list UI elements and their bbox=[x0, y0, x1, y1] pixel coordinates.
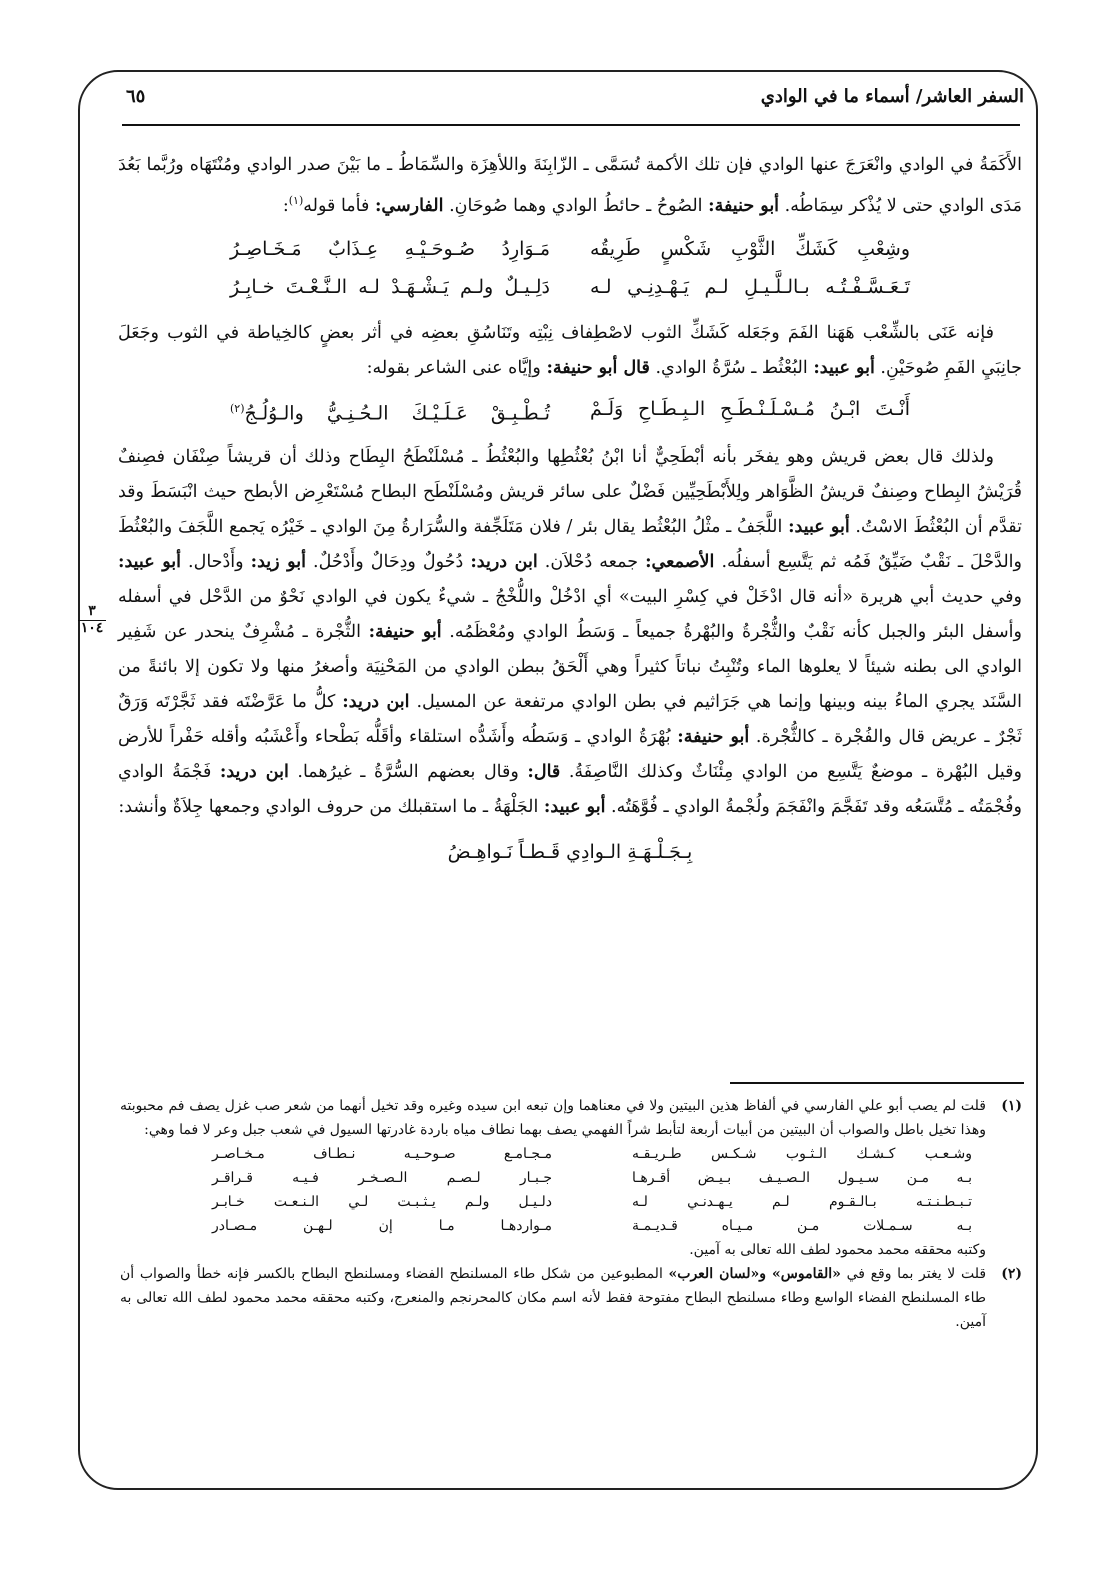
verse-hemistich-right: تـبـطـنـتـه بـالـقـوم لـم يـهـدنـي لـه bbox=[632, 1194, 972, 1210]
author-name: أبو عبيد: bbox=[543, 797, 606, 818]
verse-line bbox=[230, 390, 910, 432]
footnote-body bbox=[120, 1262, 986, 1334]
author-name: الأصمعي: bbox=[645, 552, 715, 573]
footnote-ref: (١) bbox=[288, 194, 304, 207]
footnote-mark: (٢) bbox=[1001, 1266, 1022, 1282]
text-run: وأَدْحال. bbox=[188, 552, 244, 573]
paragraph-1 bbox=[118, 148, 1022, 224]
verse-hemistich-left bbox=[230, 390, 550, 432]
footnote-1 bbox=[120, 1094, 1022, 1262]
text-run: وإيَّاه عنى الشاعر بقوله: bbox=[366, 357, 541, 378]
footnote-text: قلت لم يصب أبو علي الفارسي في ألفاظ هذين البيتين ولا في معناهما وإن تبعه ابن سيده وغيره وقد تخيل أنهما من شعر صب غزل يصف فم محبوبته وهذا تخيل باطل والصواب أن البيتين من أبيات أربعة لتأبط شراً الفهمي يصف بهما نطاف مياه باردة غادرتها السيول في شعب جبل وعر لا فما وهي: bbox=[120, 1098, 986, 1138]
paragraph-2 bbox=[118, 316, 1022, 386]
text-run: دُحُولٌ ودِحَالٌ وأَدْحُلٌ. bbox=[313, 552, 464, 573]
verse-hemistich-left: دَلِـيـلٌ ولـم يَـشْـهَـدْ لـه الـنَّـعْـتَ خـابِـرُ bbox=[230, 275, 550, 298]
author-name: قال أبو حنيفة: bbox=[546, 357, 650, 378]
footnote-mark: (١) bbox=[1001, 1098, 1022, 1114]
text-run: ولذلك قال بعض قريش وهو يفخَر بأنه أبْطَحِيٌّ أنا ابْنُ بُعْثُطِها والبُعْثُطُ ـ مُسْلَنْطَحُ البِطَاح وذلك أن قريشاً صِنْفَان فصِنفٌ قُرَيْشُ البِطاح وصِنفٌ قريشُ الظَّوَاهر ولِلأَبْطَحِيِّين فَضْلٌ على سائر قريش ومُسْلَنْطَح البطاح مُسْتَعْرِض الأبطح حيث انْبَسَطَ وقد تقدَّم أن البُعْثُطَ الاسْتُ. bbox=[118, 447, 1022, 538]
footnote-closing: وكتبه محققه محمد محمود لطف الله تعالى به آمين. bbox=[689, 1242, 986, 1258]
text-run: الثُّجْرة ـ مُشْرِفٌ ينحدر عن شَفِير الوادي الى بطنه شيئاً لا يعلوها الماء وتُنْبِتُ نباتاً كثيراً وهي أَلْحَقُ ببطن الوادي من المَحْنِيَة وأصغرُ منها ولا تكون إلا بائنةً من السَّنَد يجري الماءُ بينه وبينها وإنما هي جَرَاثيم في بطن الوادي مرتفعة عن المسيل. bbox=[118, 622, 1022, 713]
running-title: السفر العاشر/ أسماء ما في الوادي bbox=[760, 86, 1024, 107]
verse-line bbox=[230, 230, 910, 268]
verse-text: تُـطْـبِـقْ عَـلَـيْـكَ الـحُـنِـيُّ والـوُلُـجُ bbox=[244, 402, 550, 425]
margin-reference-bottom: ١٠٤ bbox=[80, 620, 104, 636]
margin-reference-top: ٣ bbox=[78, 604, 106, 621]
author-name: أبو حنيفة: bbox=[708, 195, 780, 216]
verse-hemistich-left: دلـيـل ولـم يـثـبـت لـي الـنـعـت خـابـر bbox=[212, 1194, 552, 1210]
verse-hemistich-right: أَنْـتَ ابْـنُ مُـسْـلَـنْـطَـحِ الـبِـطَـاحِ وَلَـمْ bbox=[590, 397, 910, 420]
margin-reference bbox=[78, 604, 106, 636]
verse-hemistich-left: مَـوَارِدُ صُـوحَـيْـهِ عِـذَابٌ مَـخَـاصِـرُ bbox=[230, 237, 550, 260]
text-run: الجَلْهَةُ ـ ما استقبلك من حروف الوادي وجمعها جِلاَةٌ وأنشد: bbox=[118, 797, 539, 818]
text-run: : bbox=[282, 195, 289, 216]
text-run: وفي حديث أبي هريرة «أنه قال ادْخَلْ في كِسْرِ البيت» أي ادْخُلْ واللُّخْجُ ـ شيءٌ يكون في الوادي نَحْوٌ من الدَّحْل في أسفله وأسفل البئر والجبل كأنه نَقْبٌ والثُّجْرةُ والبُهْرةُ جميعاً ـ وَسَطُ الوادي ومُعْظَمُه. bbox=[118, 587, 1022, 643]
footnote-verse bbox=[212, 1142, 972, 1166]
text-run: كلُّ ما عَرَّضْتَه فقد ثَجَّرْتَه وَرَقٌ ثَجْرٌ ـ عريض قال والفُجْرة ـ كالثُّجْرة. bbox=[118, 692, 1022, 748]
header-rule bbox=[122, 124, 1020, 126]
author-name: أبو عبيد: bbox=[118, 552, 181, 573]
verse-single: بِـجَـلْـهَـةِ الـوادِي قَـطـاً نَـواهِـضُ bbox=[447, 841, 693, 864]
text-run: الصُوحُ ـ حائطُ الوادي وهما صُوحَانِ. bbox=[449, 195, 703, 216]
text-run: المطبوعين من شكل طاء المسلنطح الفضاء ومسلنطح البطاح بالكسر فإنه خطأ والصواب أن طاء المسلنطح الفضاء الواسع وطاء مسلنطح البطاح مفتوحة فقط لأنه اسم مكان كالمحرنجم والمنعرج، وكتبه محققه محمد محمود لطف الله تعالى به آمين. bbox=[120, 1266, 986, 1330]
author-name: أبو حنيفة: bbox=[677, 727, 750, 748]
footnote-body bbox=[120, 1094, 986, 1262]
author-name: أبو عبيد: bbox=[788, 517, 850, 538]
footnote-ref: (٢) bbox=[230, 401, 245, 415]
verse-hemistich-left: مـواردهـا مـا إن لـهـن مـصـادر bbox=[212, 1218, 552, 1234]
footnote-2 bbox=[120, 1262, 1022, 1334]
text-run: البُعْثُط ـ سُرَّةُ الوادي. bbox=[655, 357, 808, 378]
footnotes bbox=[120, 1094, 1022, 1334]
verse-hemistich-right: بـه سـمـلات مـن مـيـاه قـديـمـة bbox=[632, 1218, 972, 1234]
text-run: اللَّجَفُ ـ مثْلُ البُعْثُط يقال بئر / فلان مَتَلَجِّفة والسُّرَارةُ مِنَ الوادي ـ خَيْرُه يَجمع اللَّجَفَ والبُعْثُطَ والدَّحْلَ ـ نَقْبٌ ضَيِّقٌ فَمُه ثم يَتَّسِع أسفلُه. bbox=[118, 517, 1022, 573]
main-text bbox=[118, 148, 1022, 871]
footnote-verse bbox=[212, 1166, 972, 1190]
author-name: الفارسي: bbox=[374, 195, 444, 216]
book-title: «القاموس» و«لسان العرب» bbox=[668, 1266, 841, 1282]
author-name: أبو حنيفة: bbox=[368, 622, 442, 643]
verse-hemistich-right: وشِعْبِ كَشَكِّ الثَّوْبِ شَكْسٍ طَرِيقُه bbox=[590, 237, 910, 260]
text-run: وقال بعضهم السُّرَّةُ ـ غيرُهما. bbox=[297, 762, 519, 783]
verse-line bbox=[230, 268, 910, 306]
verse-hemistich-left: جـبـار لـصـم الـصـخـر فـيـه قـراقـر bbox=[212, 1170, 552, 1186]
verse-hemistich-left: مـجـامـع صـوحـيـه نـطـاف مـخـاصـر bbox=[212, 1146, 552, 1162]
author-name: ابن دريد: bbox=[219, 762, 289, 783]
author-name: ابن دريد: bbox=[470, 552, 538, 573]
text-run: قلت لا يغتر بما وقع في bbox=[846, 1266, 987, 1282]
author-name: أبو عبيد: bbox=[813, 357, 875, 378]
paragraph-3 bbox=[118, 440, 1022, 825]
text-run: بُهْرَةُ الوادي ـ وَسَطُه وأَشَدُّه استلقاء وأقَلُّه بَطْحاء وأَعْشَبُه وأقله حَفْراً للأرض وقيل البُهْرة ـ موضعٌ يَتَّسِع من الوادي مِئْنَاثٌ وكذلك النَّاصِفَةُ. bbox=[118, 727, 1022, 783]
author-name: قال: bbox=[527, 762, 561, 783]
running-header bbox=[118, 84, 1024, 118]
footnote-verse bbox=[212, 1214, 972, 1238]
footnote-rule bbox=[730, 1082, 1024, 1084]
text-run: جمعه دُحْلاَن. bbox=[544, 552, 639, 573]
text-run: فَجْمَةُ الوادي وفُجْمَتُه ـ مُتَّسَعُه وقد تَفَجَّمَ وانْفَجَمَ ولُجْمةُ الوادي ـ فُوَّهَتُه. bbox=[118, 762, 1022, 818]
text-run: الأَكَمَةُ في الوادي وانْعَرَجَ عنها الوادي فإن تلك الأكمة تُسَمَّى ـ الزّابِنَةَ واللأهِزَة والسِّمَاطُ ـ ما بَيْنَ صدر الوادي ومُنْتَهَاه ورُبَّما بَعُدَ مَدَى الوادي حتى لا يُذْكر سِمَاطُه. bbox=[118, 155, 1022, 216]
author-name: أبو زيد: bbox=[250, 552, 306, 573]
author-name: ابن دريد: bbox=[342, 692, 410, 713]
verse-hemistich-right: بـه مـن سـيـول الـصـيـف بـيـض أقـرهـا bbox=[632, 1170, 972, 1186]
page-number: ٦٥ bbox=[126, 86, 146, 107]
text-run: فأما قوله bbox=[303, 195, 370, 216]
verse-hemistich-right: تَـعَـسَّـفْـتُـه بـالـلَّـيـلِ لـم يَـهْـدِنِـي لـه bbox=[590, 275, 910, 298]
footnote-verse bbox=[212, 1190, 972, 1214]
verse-hemistich-right: وشـعـب كـشـك الـثـوب شـكـس طـريـقـه bbox=[632, 1146, 972, 1162]
text-run: فإنه عَنَى بالشِّعْب هَهَنا الفَمَ وجَعَله كَشَكِّ الثوب لاصْطِفاف نِبْتِه وتَنَاسُقِ بعضِه في أثر بعضٍ كالخِياطة في الثوب وجَعَلَ جانِبَيِ الفَمِ صُوحَيْنِ. bbox=[118, 322, 1022, 378]
